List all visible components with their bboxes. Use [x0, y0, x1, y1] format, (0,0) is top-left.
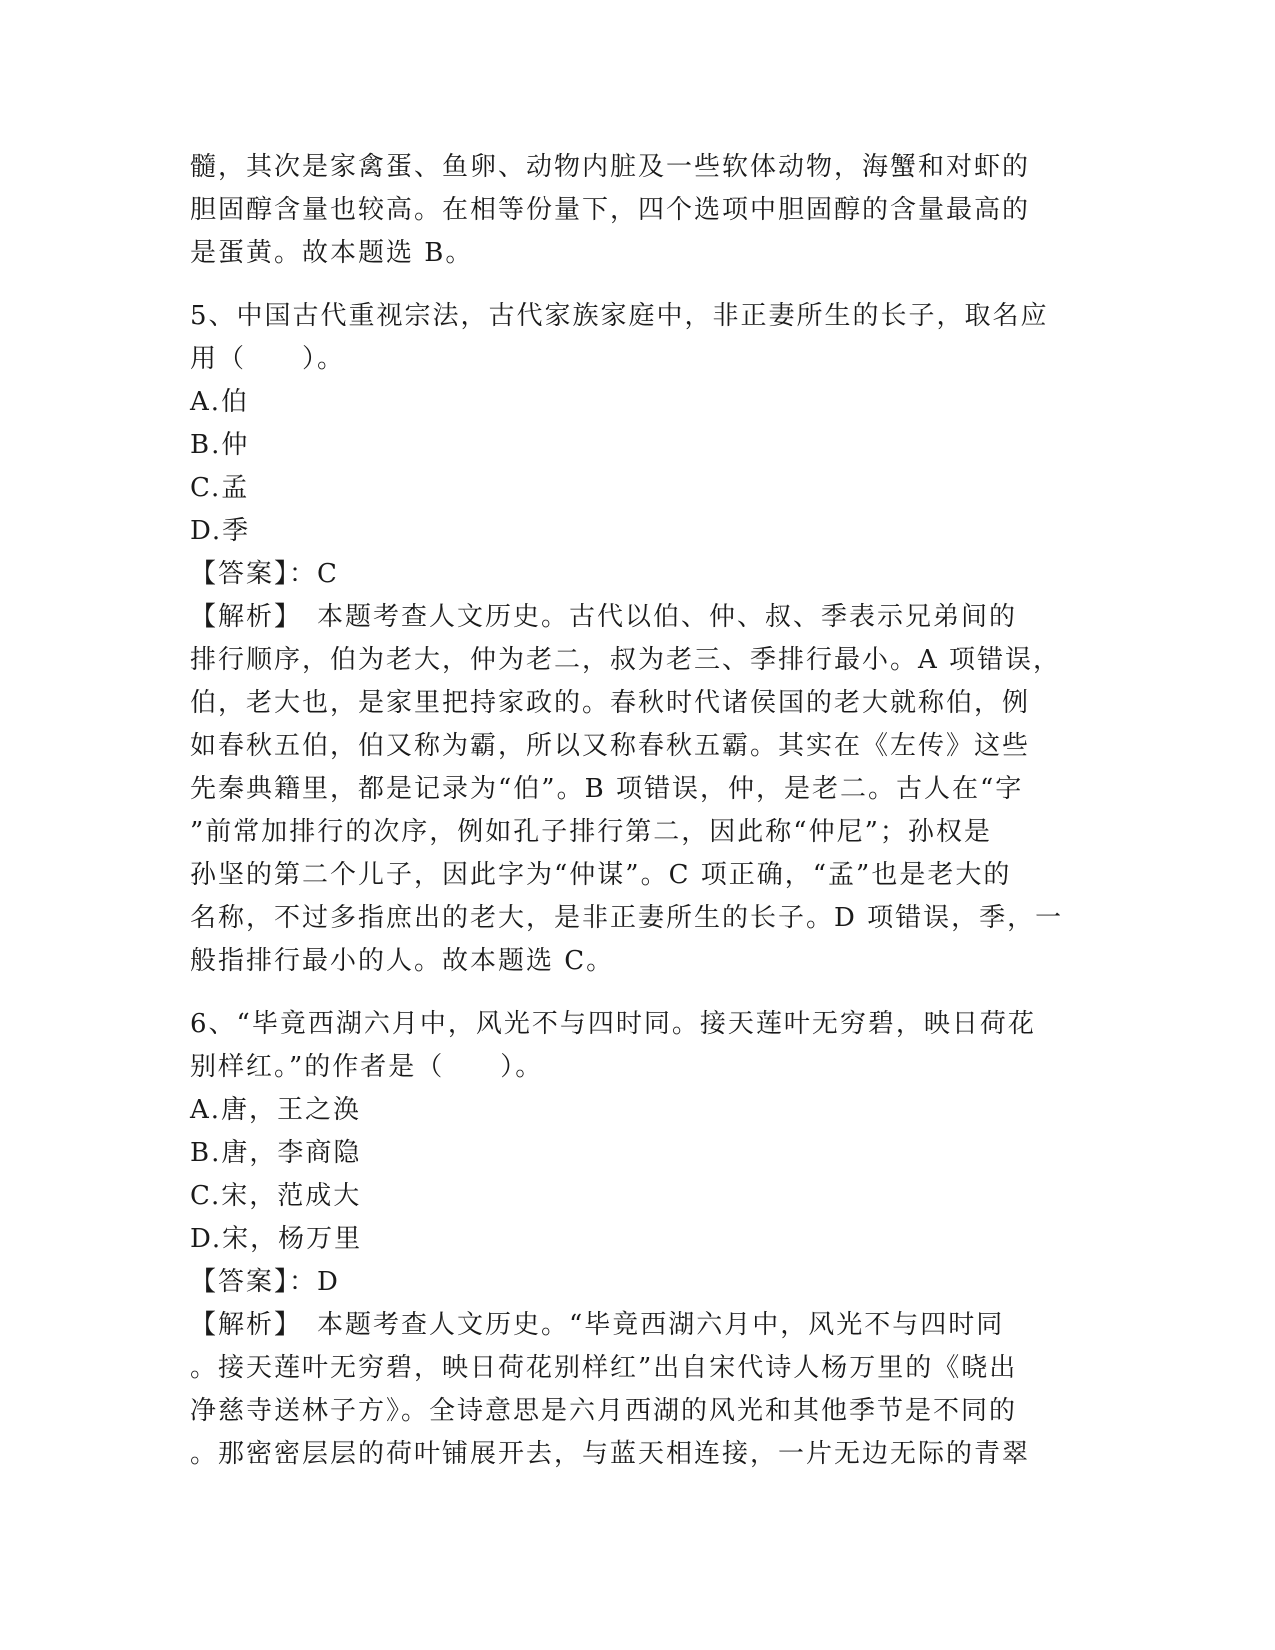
- analysis-line: 名称，不过多指庶出的老大，是非正妻所生的长子。D 项错误，季，一: [190, 903, 1064, 933]
- analysis-line: 如春秋五伯，伯又称为霸，所以又称春秋五霸。其实在《左传》这些: [190, 731, 1031, 761]
- paragraph-gap: [190, 275, 1090, 295]
- analysis-line: 。那密密层层的荷叶铺展开去，与蓝天相连接，一片无边无际的青翠: [190, 1439, 1031, 1469]
- option-a: A.唐，王之涣: [190, 1095, 362, 1125]
- option-a: A.伯: [190, 387, 250, 417]
- analysis-line: 净慈寺送林子方》。全诗意思是六月西湖的风光和其他季节是不同的: [190, 1396, 1018, 1426]
- paragraph-gap: [190, 983, 1090, 1003]
- question-5: [190, 295, 1090, 983]
- document-page: [190, 146, 1090, 1476]
- intro-paragraph: [190, 146, 1090, 275]
- analysis-line: 。接天莲叶无穷碧，映日荷花别样红”出自宋代诗人杨万里的《晓出: [190, 1353, 1018, 1383]
- option-b: B.唐，李商隐: [190, 1138, 362, 1168]
- analysis-line: 孙坚的第二个儿子，因此字为“仲谋”。C 项正确，“孟”也是老大的: [190, 860, 1012, 890]
- analysis-line: 般指排行最小的人。故本题选 C。: [190, 946, 615, 976]
- analysis-line: 【解析】 本题考查人文历史。“毕竟西湖六月中，风光不与四时同: [190, 1310, 1005, 1340]
- analysis-line: ”前常加排行的次序，例如孔子排行第二，因此称“仲尼”；孙权是: [190, 817, 992, 847]
- option-d: D.宋，杨万里: [190, 1224, 363, 1254]
- text-line: 胆固醇含量也较高。在相等份量下，四个选项中胆固醇的含量最高的: [190, 195, 1031, 225]
- question-text: 5、中国古代重视宗法，古代家族家庭中，非正妻所生的长子，取名应: [190, 301, 1049, 331]
- question-text: 别样红。”的作者是（ ）。: [190, 1052, 544, 1082]
- analysis-line: 【解析】 本题考查人文历史。古代以伯、仲、叔、季表示兄弟间的: [190, 602, 1018, 632]
- answer-line: 【答案】：D: [190, 1267, 340, 1297]
- analysis-line: 伯，老大也，是家里把持家政的。春秋时代诸侯国的老大就称伯，例: [190, 688, 1031, 718]
- option-b: B.仲: [190, 430, 250, 460]
- text-line: 髓，其次是家禽蛋、鱼卵、动物内脏及一些软体动物，海蟹和对虾的: [190, 152, 1031, 182]
- text-line: 是蛋黄。故本题选 B。: [190, 238, 474, 268]
- option-c: C.宋，范成大: [190, 1181, 362, 1211]
- option-d: D.季: [190, 516, 251, 546]
- question-6: [190, 1003, 1090, 1476]
- answer-line: 【答案】：C: [190, 559, 339, 589]
- analysis-line: 先秦典籍里，都是记录为“伯”。B 项错误，仲，是老二。古人在“字: [190, 774, 1024, 804]
- analysis-line: 排行顺序，伯为老大，仲为老二，叔为老三、季排行最小。A 项错误，: [190, 645, 1062, 675]
- question-text: 用（ ）。: [190, 344, 346, 374]
- option-c: C.孟: [190, 473, 250, 503]
- question-text: 6、“毕竟西湖六月中，风光不与四时同。接天莲叶无穷碧，映日荷花: [190, 1009, 1036, 1039]
